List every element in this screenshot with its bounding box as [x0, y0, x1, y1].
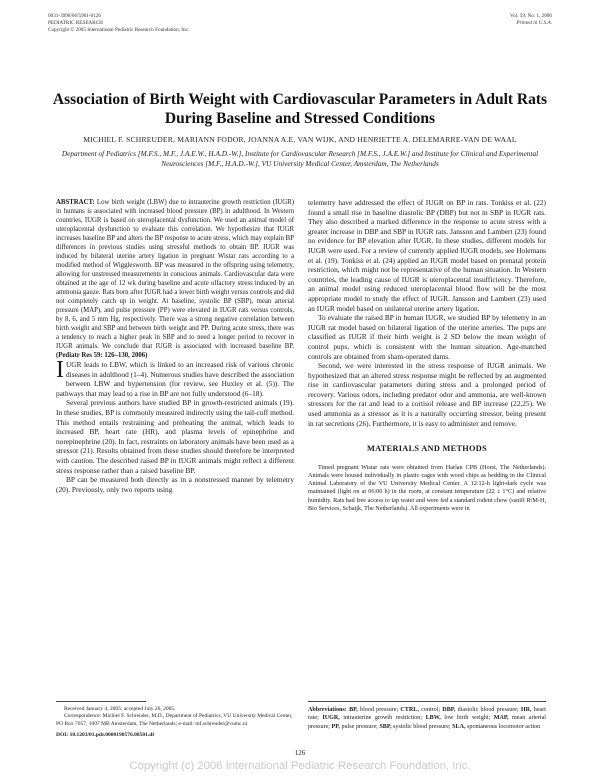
abbreviation-definition: mean arterial pressure;	[308, 715, 547, 730]
abbreviations	[308, 695, 546, 731]
paper-authors: MICHIEL F. SCHREUDER, MARIANN FODOR, JOANNA A.E. VAN WIJK, AND HENRIETTE A. DELEMARRE-VAN DE WAAL	[83, 135, 517, 144]
abbreviation-definition: intrauterine growth restriction;	[339, 715, 426, 722]
abbreviation-definition: blood pressure;	[357, 707, 401, 713]
abbreviation-term: HR,	[520, 707, 532, 713]
abbreviation-definition: diastolic blood pressure;	[455, 707, 521, 713]
right-column	[308, 198, 546, 513]
journal-copyright: Copyright © 2005 International Pediatric Research Foundation, Inc.	[48, 27, 190, 33]
footnote-doi: DOI: 10.1203/01.pdr.0000190576.08501.df	[56, 732, 155, 739]
intro-paragraph-1	[56, 357, 295, 398]
abbreviation-term: DBP,	[442, 707, 456, 713]
abbreviation-definition: heart rate;	[308, 707, 546, 722]
right-paragraph-3: Second, we were interested in the stress response of IUGR animals. We hypothesized that an altered stress response might be reflected by an augmented rise in cardiovascular parameters during stress and a prolonged period of recovery. Various odors, including predator odor and ammonia, are well-known stressors for the rat and lead to a cortisol release and BP increase (22,25). We used ammonia as a stressor as it is a naturally occurring stressor, being present in rat secretions (26). Furthermore, it is easy to administer and remove.	[308, 361, 546, 428]
journal-header-right	[510, 13, 552, 27]
right-paragraph-1: telemetry have addressed the effect of IUGR on BP in rats. Tonkiss et al. (22) found a small rise in baseline diastolic BP (DBP) but not in SBP in IUGR rats. They also described a marked difference in the response to acute stress with a greater increase in DBP and SBP in IUGR rats. Jansson and Lambert (23) found no evidence for BP elevation after IUGR. In these studies, different models for IUGR were used. For a review of currently applied IUGR models, see Holemans et al. (19). Tonkiss et al. (24) applied an IUGR model based on prenatal protein restriction, which might not be representative of the human situation. In Western countries, the leading cause of IUGR is uteroplacental insufficiency. Therefore, an animal model using reduced uteroplacental blood flow will be the most appropriate model to study the effect of IUGR. Jansson and Lambert (23) used an IUGR model based on unilateral uterine artery ligation.	[308, 198, 546, 313]
abbreviation-term: SBP,	[379, 723, 392, 730]
intro-paragraph-1-text: UGR leads to LBW, which is linked to an increased risk of various chronic diseases in adulthood (1–4). Numerous studies have described the association between LBW and hypertension (for review, see Huxley et al. (5)). The pathways that may lead to a rise in BP are not fully understood (6–18).	[56, 360, 295, 398]
abbreviation-term: IUGR,	[322, 715, 340, 722]
methods-text: Timed pregnant Wistar rats were obtained from Harlan CPB (Horst, The Netherlands). Animals were housed individually in plastic cages with wood chips as bedding in the Clinical Animal Laboratory of the VU University Medical Center. A 12:12-h light-dark cycle was maintained (light on at 06:00 h) in the room, at constant temperature (22 ± 1°C) and relative humidity. Rats had free access to tap water and were fed a standard rodent chow (ssniff R/M-H, Bio Services, Schaijk, The Netherlands). All experiments were in	[308, 463, 546, 512]
left-column	[56, 198, 294, 494]
drop-cap: I	[56, 357, 64, 383]
right-paragraph-2: To evaluate the raised BP in human IUGR, we studied BP by telemetry in an IUGR rat model based on bilateral ligation of the uterine arteries. The pups are classified as IUGR if their birth weight is 2 SD below the mean weight of control pups, which is consistent with the human situation. Age-matched controls are obtained from sham-operated dams.	[308, 313, 546, 361]
abbreviation-definition: low birth weight;	[440, 715, 494, 722]
abbreviation-term: SLA,	[452, 723, 466, 730]
abbreviation-term: MAP,	[493, 715, 509, 722]
footnote-correspondence: Correspondence: Michiel F. Schreuder, M.D., Department of Pediatrics, VU University Medical Center, PO Box 7057, 1007 MB Amsterdam, The Netherlands; e-mail: mf.schreuder@vumc.nl	[56, 713, 293, 727]
footnote	[56, 695, 294, 740]
abbreviation-definition: systolic blood pressure;	[391, 723, 453, 730]
journal-header-left	[48, 13, 189, 34]
abbreviations-rule	[308, 701, 546, 702]
intro-paragraph-2: Several previous authors have studied BP in growth-restricted animals (19). In these studies, BP is commonly measured indirectly using the tail-cuff method. This method entails restraining and preheating the animal, which leads to increased BP, heart rate (HR), and plasma levels of epinephrine and norepinephrine (20). In fact, restraints on laboratory animals have been used as a stressor (21). Results obtained from these studies should therefore be interpreted with caution. The described raised BP in IUGR animals might reflect a different stress response rather than a raised baseline BP.	[56, 398, 294, 475]
abbreviations-label: Abbreviations:	[308, 707, 347, 713]
abbreviation-term: BP,	[349, 707, 358, 713]
abbreviation-definition: spontaneous locomotor action	[465, 723, 541, 730]
abstract-citation: (Pediatr Res 59: 126–130, 2006)	[56, 352, 148, 359]
copyright-watermark: Copyright (c) 2006 International Pediatric Research Foundation, Inc.	[129, 760, 471, 772]
abbreviation-term: PP,	[331, 723, 340, 730]
page-number: 126	[294, 749, 306, 757]
paper-affiliation: Department of Pediatrics [M.F.S., M.F., J.A.E.W., H.A.D.-W.], Institute for Cardiovascular Research [M.F.S., J.A.E.W.] and Institute for Clinical and Experimental Neurosciences [M.F., H.A.D.-W.], VU University Medical Center, Amsterdam, The Netherlands	[61, 149, 539, 168]
footnote-received: Received January 4, 2005; accepted July 26, 2005.	[64, 706, 176, 712]
journal-printed-in: Printed in U.S.A.	[516, 20, 552, 26]
journal-volume: Vol. 59, No. 1, 2006	[510, 13, 552, 19]
journal-issn: 0031-3998/06/5901-0126	[48, 13, 102, 19]
paper-title: Association of Birth Weight with Cardiovascular Parameters in Adult Rats During Baseline and Stressed Conditions	[52, 91, 548, 127]
abstract	[56, 198, 294, 360]
abbreviation-definition: control;	[418, 707, 443, 713]
abstract-text: Low birth weight (LBW) due to intrauterine growth restriction (IUGR) in humans is associated with increased blood pressure (BP) in adulthood. In Western countries, IUGR is based on uteroplacental dysfunction. We used an animal model of uteroplacental dysfunction to evaluate this correlation. We hypothesize that IUGR increases baseline BP and alters the BP response to acute stress, which may explain BP differences in previous studies using stressful methods to obtain BP. IUGR was induced by bilateral uterine artery ligation in pregnant Wistar rats according to a modified method of Wigglesworth. BP was measured in the offspring using telemetry, allowing for unstressed measurements in conscious animals. Cardiovascular data were obtained at the age of 12 wk during baseline and acute olfactory stress induced by an ammonia gauze. Rats born after IUGR had a lower birth weight versus controls and did not completely catch up in weight. At baseline, systolic BP (SBP), mean arterial pressure (MAP), and pulse pressure (PP) were elevated in IUGR rats versus controls, by 8, 6, and 5 mm Hg, respectively. There was a strong negative correlation between birth weight and SBP and between birth weight and PP. During acute stress, there was a tendency to reach a higher peak in SBP and to need a longer period to recover in IUGR animals. We conclude that IUGR is associated with increased baseline BP.	[56, 199, 294, 350]
footnote-rule	[56, 701, 146, 702]
abbreviation-term: LBW,	[425, 715, 441, 722]
abbreviation-term: CTRL,	[400, 707, 419, 713]
abbreviation-definition: pulse pressure;	[339, 723, 380, 730]
abstract-label: ABSTRACT:	[56, 199, 95, 206]
methods-heading: MATERIALS AND METHODS	[366, 444, 487, 454]
journal-name: PEDIATRIC RESEARCH	[48, 20, 103, 26]
intro-paragraph-3: BP can be measured both directly as in a nonstressed manner by telemetry (20). Previously, only two reports using	[56, 475, 294, 494]
